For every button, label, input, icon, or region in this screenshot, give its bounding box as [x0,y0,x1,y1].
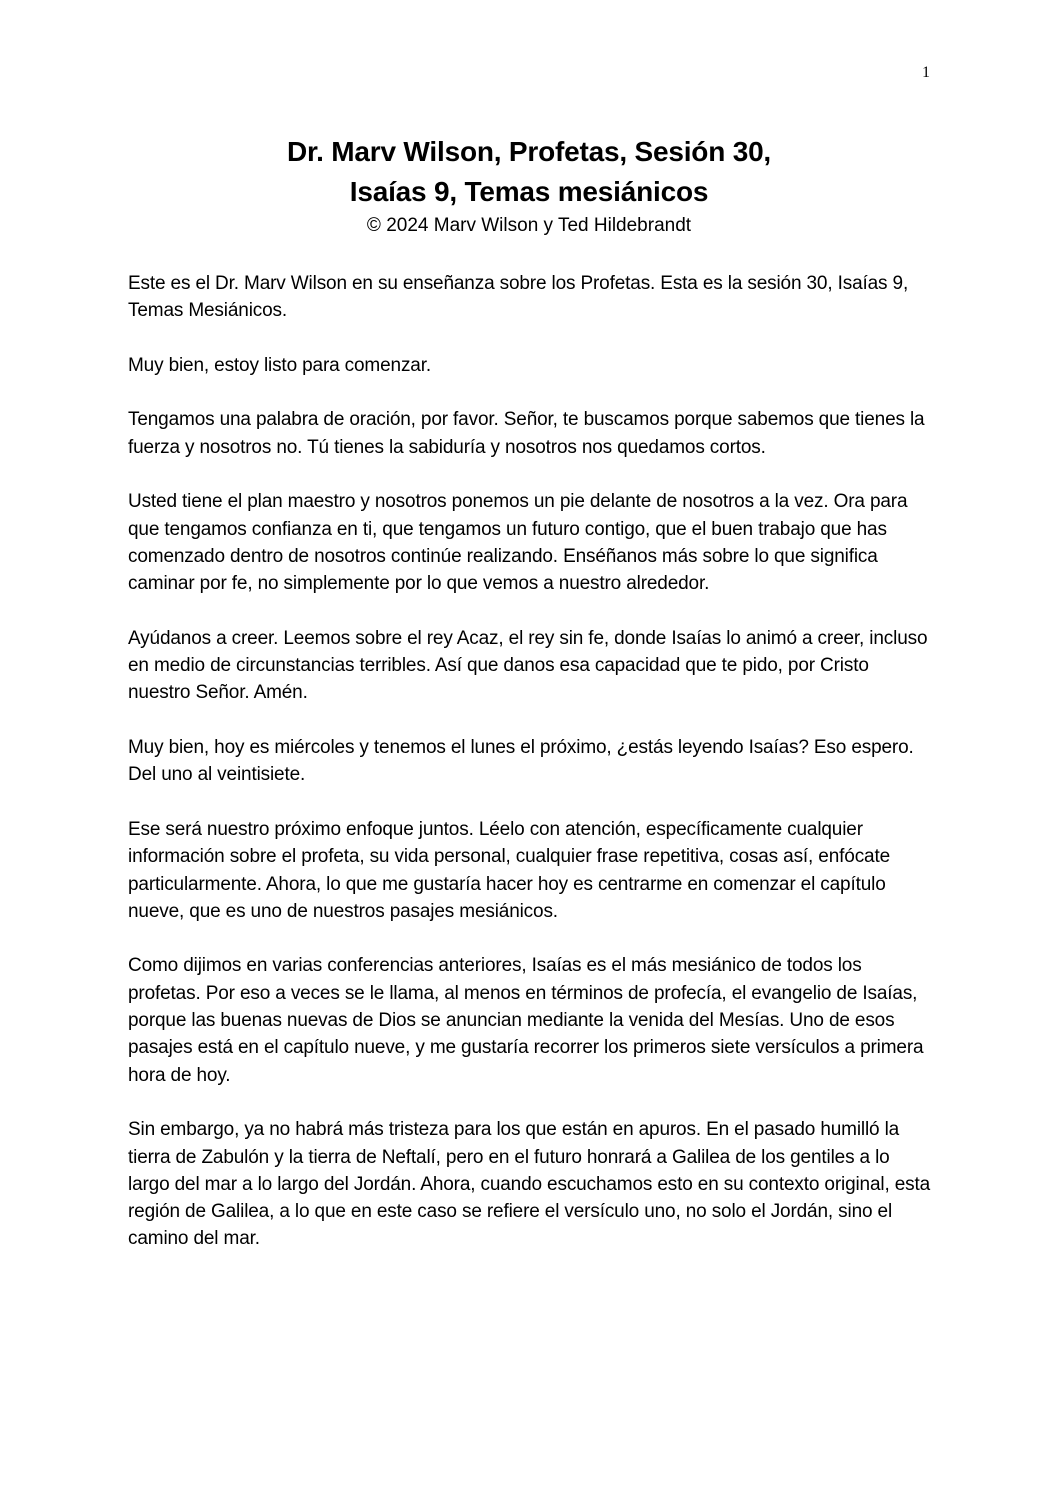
title-line-1: Dr. Marv Wilson, Profetas, Sesión 30, [286,136,772,167]
paragraph-8: Como dijimos en varias conferencias anteriores, Isaías es el más mesiánico de todos los profetas. Por eso a veces se le llama, al menos en términos de profecía, el evangelio de Isaías, porque las buenas nuevas de Dios se anuncian mediante la venida del Mesías. Uno de esos pasajes está en el capítulo nueve, y me gustaría recorrer los primeros siete versículos a primera hora de hoy. [128,955,924,1086]
paragraph-9: Sin embargo, ya no habrá más tristeza para los que están en apuros. En el pasado humilló la tierra de Zabulón y la tierra de Neftalí, pero en el futuro honrará a Galilea de los gentiles a lo largo del mar a lo largo del Jordán. Ahora, cuando escuchamos esto en su contexto original, esta región de Galilea, a lo que en este caso se refiere el versículo uno, no solo el Jordán, sino el camino del mar. [128,1119,931,1250]
paragraph-3: Tengamos una palabra de oración, por favor. Señor, te buscamos porque sabemos que tienes la fuerza y nosotros no. Tú tienes la sabiduría y nosotros nos quedamos cortos. [128,409,925,458]
copyright-notice: © 2024 Marv Wilson y Ted Hildebrandt [366,215,692,236]
paragraph-5: Ayúdanos a creer. Leemos sobre el rey Acaz, el rey sin fe, donde Isaías lo animó a creer, incluso en medio de circunstancias terribles. Así que danos esa capacidad que te pido, por Cristo nuestro Señor. Amén. [128,627,928,704]
paragraph-7: Ese será nuestro próximo enfoque juntos. Léelo con atención, específicamente cualquier información sobre el profeta, su vida personal, cualquier frase repetitiva, cosas así, enfócate particularmente. Ahora, lo que me gustaría hacer hoy es centrarme en comenzar el capítulo nueve, que es uno de nuestros pasajes mesiánicos. [128,818,891,922]
paragraph-2: Muy bien, estoy listo para comenzar. [128,354,431,376]
paragraph-6: Muy bien, hoy es miércoles y tenemos el lunes el próximo, ¿estás leyendo Isaías? Eso espero. Del uno al veintisiete. [128,737,914,786]
document-body [128,270,934,1280]
title-line-2: Isaías 9, Temas mesiánicos [349,176,709,207]
document-header [128,132,930,240]
paragraph-4: Usted tiene el plan maestro y nosotros ponemos un pie delante de nosotros a la vez. Ora para que tengamos confianza en ti, que tengamos un futuro contigo, que el buen trabajo que has comenzado dentro de nosotros continúe realizando. Enséñanos más sobre lo que significa caminar por fe, no simplemente por lo que vemos a nuestro alrededor. [128,491,908,595]
paragraph-1: Este es el Dr. Marv Wilson en su enseñanza sobre los Profetas. Esta es la sesión 30, Isaías 9, Temas Mesiánicos. [128,273,909,322]
page-number: 1 [922,64,930,81]
